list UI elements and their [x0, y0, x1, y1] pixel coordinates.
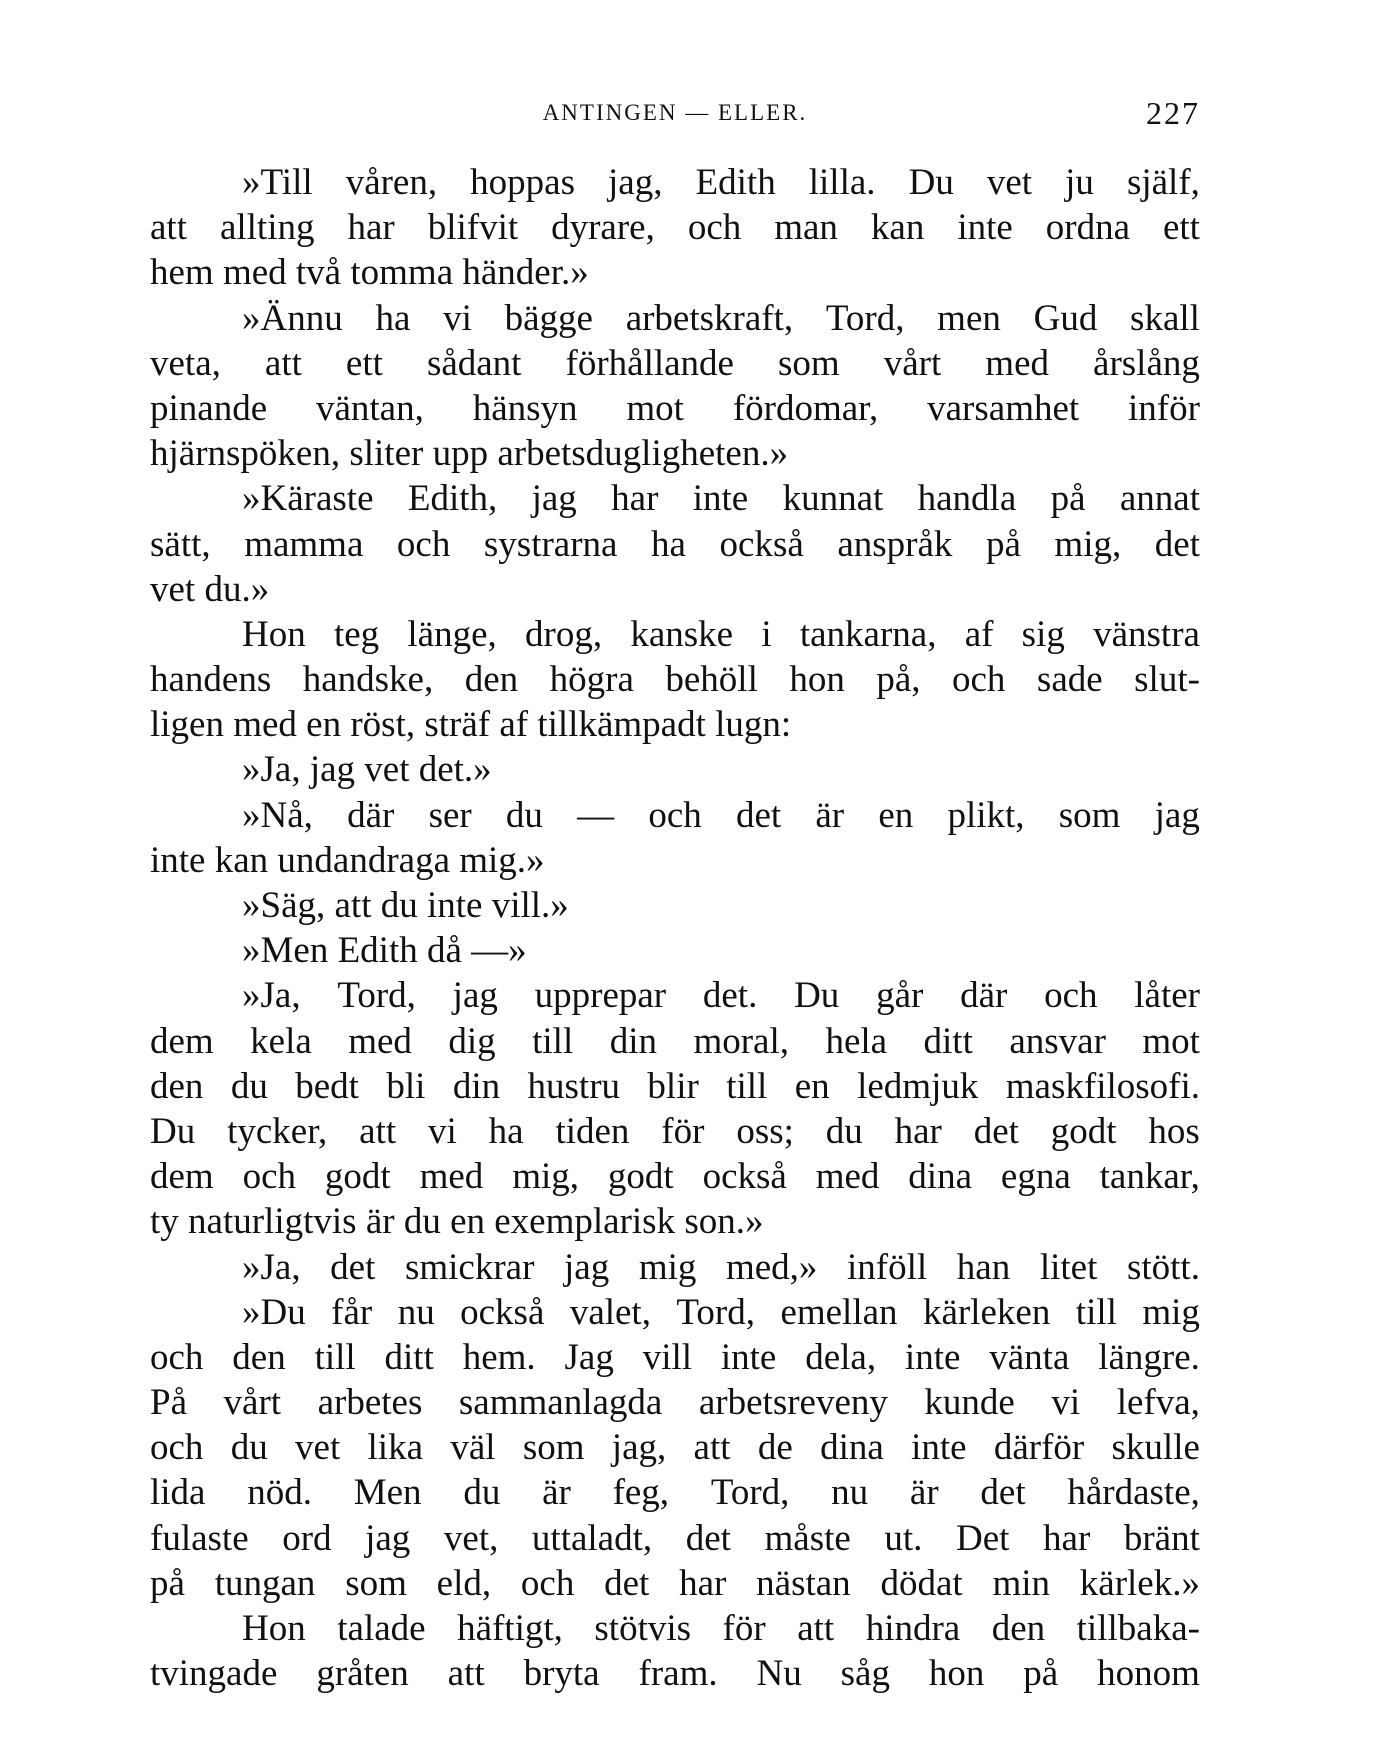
word: fördomar,	[732, 387, 879, 429]
word: hon	[928, 1653, 985, 1695]
text-line	[150, 657, 1200, 702]
word: mot	[1142, 1020, 1200, 1062]
text-line	[150, 1290, 1200, 1335]
word: Du	[908, 162, 954, 203]
word: godt	[324, 1156, 391, 1198]
word: det	[980, 1472, 1026, 1514]
word: jag	[564, 1246, 610, 1288]
word: dina	[908, 1156, 972, 1198]
word: »Ja,	[242, 975, 301, 1017]
word: nu	[397, 1291, 435, 1333]
word: och	[242, 1156, 297, 1198]
word: men	[937, 297, 1001, 339]
word: en	[794, 1065, 830, 1107]
text-line: ligen med en röst, sträf af tillkämpadt lugn:	[150, 704, 792, 746]
word: bränt	[1123, 1517, 1200, 1559]
word: tvingade	[150, 1653, 278, 1695]
text-line: inte kan undandraga mig.»	[150, 839, 545, 881]
word: annat	[1119, 478, 1200, 520]
word: lida	[150, 1472, 206, 1514]
word: det	[1154, 523, 1200, 565]
word: sig	[1021, 613, 1065, 655]
word: lilla.	[808, 162, 876, 203]
word: min	[992, 1562, 1050, 1604]
word: och	[520, 1562, 575, 1604]
word: »Käraste	[242, 478, 374, 520]
word: pinande	[150, 387, 268, 429]
word: »Till	[242, 162, 313, 203]
word: den	[464, 659, 519, 701]
text-line: »Men Edith då —»	[242, 930, 527, 972]
word: hos	[1148, 1110, 1200, 1152]
word: ledmjuk	[857, 1065, 979, 1107]
word: ditt	[384, 1336, 434, 1378]
text-line	[150, 1380, 1200, 1425]
word: väl	[450, 1427, 496, 1469]
word: är	[815, 794, 845, 836]
word: inte	[904, 1336, 961, 1378]
word: där	[347, 794, 395, 836]
word: tankar,	[1099, 1156, 1200, 1198]
text-line	[150, 1064, 1200, 1109]
word: tycker,	[227, 1110, 328, 1152]
word: att	[797, 1608, 835, 1649]
word: din	[609, 1020, 657, 1062]
word: »Nå,	[242, 794, 313, 836]
word: med	[419, 1156, 484, 1198]
text-line	[150, 1651, 1200, 1696]
word: mot	[626, 387, 684, 429]
word: till	[726, 1065, 768, 1107]
word: moral,	[693, 1020, 789, 1062]
word: länge,	[407, 613, 497, 655]
word: ha	[488, 1110, 524, 1152]
word: ha	[651, 523, 686, 565]
word: också	[460, 1291, 545, 1333]
word: arbetsreveny	[698, 1382, 888, 1424]
word: eld,	[436, 1562, 492, 1604]
word: slut-	[1134, 659, 1200, 701]
word: tungan	[214, 1562, 316, 1604]
text-line	[150, 1606, 1200, 1651]
word: har	[347, 207, 395, 249]
word: ansvar	[1009, 1020, 1106, 1062]
word: —	[577, 794, 615, 836]
word: har	[611, 478, 659, 520]
word: jag,	[608, 162, 663, 203]
text-line	[150, 1335, 1200, 1380]
word: inte	[957, 207, 1013, 249]
word: därför	[993, 1427, 1085, 1469]
word: emellan	[780, 1291, 898, 1333]
word: som	[345, 1562, 407, 1604]
word: jag	[365, 1517, 411, 1559]
text-line	[150, 1516, 1200, 1561]
word: kärlek.»	[1079, 1562, 1200, 1604]
text-line	[150, 793, 1200, 838]
word: jag,	[611, 1427, 667, 1469]
word: häftigt,	[457, 1608, 563, 1649]
word: dela,	[805, 1336, 877, 1378]
word: som	[1058, 794, 1121, 836]
word: vet	[295, 1427, 341, 1469]
word: tillbaka-	[1076, 1608, 1200, 1649]
word: Edith	[695, 162, 776, 203]
word: hänsyn	[472, 387, 578, 429]
word: ord	[282, 1517, 332, 1559]
word: dyrare,	[551, 207, 655, 249]
word: mig,	[512, 1156, 579, 1198]
body-text	[150, 160, 1200, 1696]
text-line	[150, 341, 1200, 386]
word: hela	[825, 1020, 888, 1062]
word: mig,	[1054, 523, 1122, 565]
word: kunnat	[782, 478, 884, 520]
text-line: hjärnspöken, sliter upp arbetsdugligheten.»	[150, 433, 789, 475]
word: nöd.	[247, 1472, 312, 1514]
word: stött.	[1126, 1246, 1200, 1288]
word: Hon	[242, 613, 306, 655]
word: mig	[638, 1246, 697, 1288]
word: att	[264, 342, 302, 384]
word: talade	[337, 1608, 426, 1649]
word: ha	[375, 297, 411, 339]
word: på	[1050, 478, 1086, 520]
word: du	[463, 1472, 501, 1514]
word: att	[447, 1653, 485, 1695]
word: handla	[917, 478, 1017, 520]
word: och	[648, 794, 702, 836]
word: blifvit	[427, 207, 519, 249]
word: ordna	[1045, 207, 1131, 249]
word: jag	[1154, 794, 1200, 836]
word: bryta	[523, 1653, 600, 1695]
word: kärleken	[922, 1291, 1051, 1333]
word: handens	[150, 659, 272, 701]
word: ditt	[923, 1020, 973, 1062]
word: kela	[250, 1020, 312, 1062]
word: såg	[840, 1653, 890, 1695]
word: du	[825, 1110, 863, 1152]
word: behöll	[665, 659, 758, 701]
text-line	[150, 476, 1200, 521]
word: högra	[549, 659, 634, 701]
word: också	[702, 1156, 787, 1198]
word: ju	[1065, 162, 1094, 203]
word: själf,	[1126, 162, 1200, 203]
word: fram.	[638, 1653, 718, 1695]
text-line	[150, 205, 1200, 250]
word: med	[985, 342, 1049, 384]
word: blir	[647, 1065, 699, 1107]
text-line: hem med två tomma händer.»	[150, 252, 589, 294]
text-line	[150, 1154, 1200, 1199]
word: systrarna	[483, 523, 618, 565]
word: anspråk	[837, 523, 953, 565]
word: kanske	[630, 613, 734, 655]
word: litet	[1039, 1246, 1098, 1288]
word: får	[331, 1291, 373, 1333]
text-line	[150, 1109, 1200, 1154]
word: hårdaste,	[1067, 1472, 1200, 1514]
word: mamma	[244, 523, 364, 565]
word: är	[542, 1472, 571, 1514]
word: på	[1023, 1653, 1059, 1695]
word: Nu	[756, 1653, 802, 1695]
word: som	[778, 342, 840, 384]
word: till	[1075, 1291, 1117, 1333]
word: inföll	[847, 1246, 928, 1288]
word: att	[359, 1110, 397, 1152]
word: och	[952, 659, 1006, 701]
word: arbetskraft,	[625, 297, 794, 339]
text-line: »Ja, jag vet det.»	[242, 749, 492, 791]
word: vet,	[443, 1517, 499, 1559]
word: »Ja,	[242, 1246, 301, 1288]
text-line	[150, 1425, 1200, 1470]
word: Jag	[564, 1336, 614, 1378]
word: att	[693, 1427, 731, 1469]
word: väntan,	[315, 387, 424, 429]
word: med	[815, 1156, 880, 1198]
word: fulaste	[150, 1517, 249, 1559]
word: har	[1043, 1517, 1091, 1559]
word: och	[150, 1336, 204, 1378]
word: valet,	[569, 1291, 651, 1333]
word: där	[960, 975, 1008, 1017]
text-line	[150, 1019, 1200, 1064]
text-line	[150, 612, 1200, 657]
word: på	[985, 523, 1021, 565]
word: ut.	[884, 1517, 923, 1559]
word: du	[230, 1427, 268, 1469]
word: den	[991, 1608, 1046, 1649]
word: kunde	[924, 1382, 1015, 1424]
word: hem.	[462, 1336, 536, 1378]
word: veta,	[150, 342, 221, 384]
word: och	[396, 523, 451, 565]
word: jag	[452, 975, 498, 1017]
word: går	[876, 975, 924, 1017]
word: med,»	[725, 1246, 818, 1288]
word: vänta	[989, 1336, 1070, 1378]
word: vårt	[223, 1382, 282, 1424]
text-line	[150, 1245, 1200, 1290]
word: vi	[1051, 1382, 1081, 1424]
word: till	[314, 1336, 356, 1378]
word: hindra	[865, 1608, 961, 1649]
word: Du	[150, 1110, 196, 1152]
word: stötvis	[594, 1608, 692, 1649]
word: dem	[150, 1020, 214, 1062]
word: han	[956, 1246, 1011, 1288]
text-line	[150, 973, 1200, 1018]
word: hustru	[527, 1065, 621, 1107]
word: med	[348, 1020, 412, 1062]
word: handske,	[302, 659, 434, 701]
word: »Du	[242, 1291, 306, 1333]
word: drog,	[525, 613, 603, 655]
word: plikt,	[947, 794, 1025, 836]
word: gråten	[316, 1653, 409, 1695]
word: dig	[448, 1020, 496, 1062]
word: det	[973, 1110, 1019, 1152]
word: maskfilosofi.	[1005, 1065, 1200, 1107]
word: ett	[345, 342, 383, 384]
word: årslång	[1093, 342, 1200, 384]
text-line: vet du.»	[150, 568, 270, 610]
word: godt	[607, 1156, 674, 1198]
word: förhållande	[565, 342, 734, 384]
word: smickrar	[404, 1246, 535, 1288]
word: vårt	[883, 342, 942, 384]
word: tankarna,	[799, 613, 937, 655]
page-number: 227	[1146, 95, 1200, 131]
word: dina	[820, 1427, 884, 1469]
word: att	[150, 207, 187, 249]
word: är	[909, 1472, 939, 1514]
word: det	[685, 1517, 731, 1559]
text-line: »Säg, att du inte vill.»	[242, 885, 569, 926]
word: inte	[911, 1427, 967, 1469]
word: den	[232, 1336, 286, 1378]
word: hoppas	[470, 162, 575, 203]
word: Tord,	[825, 297, 905, 339]
word: uttaladt,	[531, 1517, 653, 1559]
word: en	[878, 794, 914, 836]
word: allting	[219, 207, 315, 249]
word: skall	[1130, 297, 1200, 339]
word: ett	[1162, 207, 1200, 249]
word: sammanlagda	[458, 1382, 663, 1424]
word: på,	[876, 659, 921, 701]
word: också	[719, 523, 804, 565]
word: af	[964, 613, 994, 655]
word: din	[452, 1065, 501, 1107]
word: bedt	[295, 1065, 359, 1107]
word: dem	[150, 1156, 214, 1198]
word: bägge	[504, 297, 593, 339]
word: Tord,	[676, 1291, 755, 1333]
word: vi	[443, 297, 472, 339]
word: godt	[1050, 1110, 1117, 1152]
word: man	[774, 207, 838, 249]
word: som	[522, 1427, 585, 1469]
word: och	[150, 1427, 204, 1469]
word: Men	[353, 1472, 422, 1514]
word: inför	[1128, 387, 1200, 429]
word: teg	[333, 613, 380, 655]
word: för	[661, 1110, 705, 1152]
text-line	[150, 1470, 1200, 1515]
word: inte	[692, 478, 749, 520]
word: det.	[702, 975, 758, 1017]
word: längre.	[1098, 1336, 1200, 1378]
word: måste	[764, 1517, 851, 1559]
word: inte	[720, 1336, 777, 1378]
word: nu	[831, 1472, 869, 1514]
word: tiden	[555, 1110, 630, 1152]
running-title: ANTINGEN — ELLER.	[542, 100, 808, 125]
word: vet	[986, 162, 1033, 203]
word: i	[761, 613, 772, 655]
text-line: ty naturligtvis är du en exemplarisk son.»	[150, 1201, 764, 1243]
word: Hon	[242, 1608, 306, 1649]
word: honom	[1097, 1653, 1200, 1695]
word: vänstra	[1093, 613, 1200, 655]
word: har	[894, 1110, 942, 1152]
word: mig	[1142, 1291, 1200, 1333]
word: till	[532, 1020, 574, 1062]
word: Gud	[1033, 297, 1098, 339]
word: jag	[531, 478, 577, 520]
word: sade	[1036, 659, 1103, 701]
word: egna	[1000, 1156, 1071, 1198]
word: för	[722, 1608, 766, 1649]
word: vi	[428, 1110, 457, 1152]
running-head	[150, 96, 1200, 130]
text-line	[150, 296, 1200, 341]
word: Tord,	[710, 1472, 790, 1514]
word: det	[604, 1562, 650, 1604]
word: du	[230, 1065, 268, 1107]
word: Edith,	[407, 478, 498, 520]
word: Du	[794, 975, 840, 1017]
word: oss;	[736, 1110, 794, 1152]
word: feg,	[612, 1472, 670, 1514]
word: har	[679, 1562, 727, 1604]
word: nästan	[756, 1562, 851, 1604]
word: den	[150, 1065, 204, 1107]
word: lika	[367, 1427, 424, 1469]
word: på	[150, 1562, 185, 1604]
word: hon	[789, 659, 845, 701]
word: du	[505, 794, 543, 836]
word: de	[757, 1427, 793, 1469]
text-line	[150, 1561, 1200, 1606]
word: På	[150, 1382, 187, 1424]
word: låter	[1134, 975, 1200, 1017]
word: Det	[956, 1517, 1010, 1559]
word: det	[735, 794, 782, 836]
word: lefva,	[1116, 1382, 1200, 1424]
word: dödat	[880, 1562, 963, 1604]
word: Tord,	[337, 975, 416, 1017]
word: arbetes	[317, 1382, 423, 1424]
text-line	[150, 160, 1200, 205]
word: kan	[870, 207, 925, 249]
word: sådant	[426, 342, 522, 384]
word: och	[1044, 975, 1098, 1017]
text-line	[150, 386, 1200, 431]
word: upprepar	[534, 975, 667, 1017]
word: och	[687, 207, 742, 249]
word: ser	[428, 794, 472, 836]
word: bli	[386, 1065, 426, 1107]
word: vill	[642, 1336, 693, 1378]
word: »Ännu	[242, 297, 343, 339]
word: det	[330, 1246, 376, 1288]
word: varsamhet	[927, 387, 1080, 429]
word: våren,	[345, 162, 438, 203]
text-line	[150, 522, 1200, 567]
word: skulle	[1111, 1427, 1200, 1469]
word: sätt,	[150, 523, 211, 565]
